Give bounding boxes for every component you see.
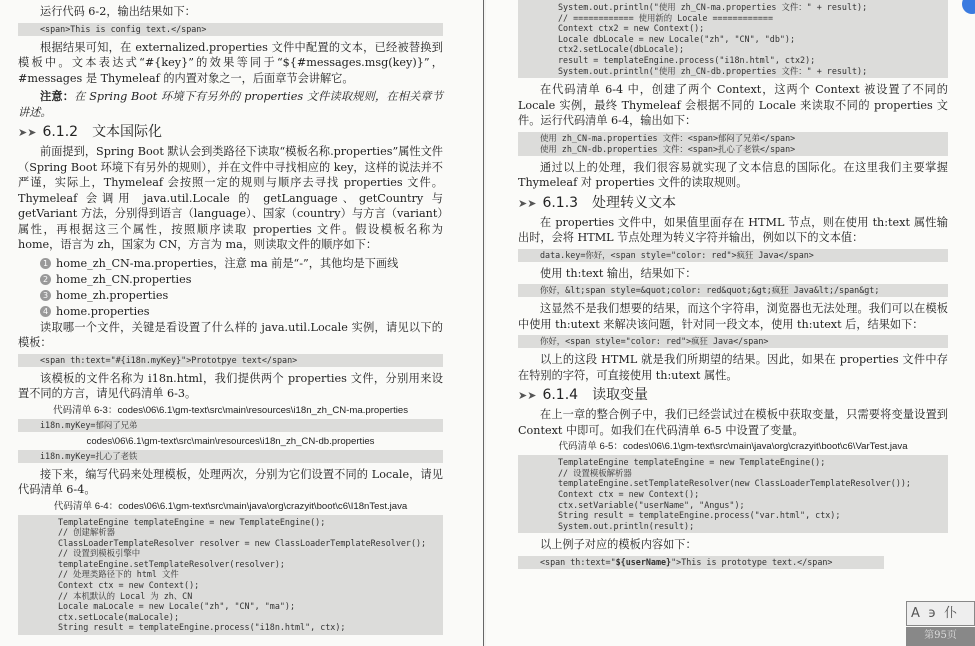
paragraph: 通过以上的处理，我们很容易就实现了文本信息的国际化。在这里我们主要掌握 Thymeleaf 对 properties 文件的读取规则。: [518, 160, 948, 190]
code-block: TemplateEngine templateEngine = new TemplateEngine(); // 创建解析器 ClassLoaderTemplateResolver resolver = new ClassLoaderTemplateResolver(); // 设置到模板引擎中 templateEngine.setTemplateResolver(resolver); // 处理类路径下的 html 文件 Context ctx = new Context(); // 本机默认的 Local 为 zh、CN Locale maLocale = new Locale("zh", "CN", "ma"); ctx.setLocale(maLocale); String result = templateEngine.process("i18n.html", ctx);: [18, 515, 443, 636]
paragraph: 这显然不是我们想要的结果，而这个字符串，浏览器也无法处理。我们可以在模板中使用 th:utext 来解决该问题，针对同一段文本，使用 th:utext 后，结果如下：: [518, 302, 948, 331]
paragraph: 运行代码 6-2，输出结果如下：: [40, 5, 196, 18]
code-block: System.out.println("使用 zh_CN-ma.properties 文件：" + result); // ============ 使用新的 Locale ============ Context ctx2 = new Context(); Locale dbLocale = new Locale("zh", "CN", "db"); ctx2.setLocale(dbLocale); result = templateEngine.process("i18n.html", ctx2); System.out.println("使用 zh_CN-db.properties 文件：" + result);: [518, 0, 948, 78]
note-text: 在 Spring Boot 环境下有另外的 properties 文件读取规则，在相关章节讲述。: [18, 90, 443, 119]
paragraph: 在代码清单 6-4 中，创建了两个 Context，这两个 Context 被设置了不同的 Locale 实例，最终 Thymeleaf 会根据不同的 Locale 来读取不同的 properties 文件。运行代码清单 6-4，输出如下：: [518, 83, 948, 128]
code-snippet: i18n.myKey=郁闷了兄弟: [18, 419, 443, 432]
code-block: TemplateEngine templateEngine = new TemplateEngine(); // 设置模板解析器 templateEngine.setTemplateResolver(new ClassLoaderTemplateResolver()); Context ctx = new Context(); ctx.setVariable("userName", "Angus"); String result = templateEngine.process("var.html", ctx); System.out.println(result);: [518, 455, 948, 533]
right-page: [486, 0, 975, 646]
code-snippet: <span th:text="${userName}">This is prototype text.</span>: [518, 556, 884, 569]
section-heading-6-1-2: ➤➤ 6.1.2 文本国际化: [18, 124, 163, 140]
paragraph: 以上的这段 HTML 就是我们所期望的结果。因此，如果在 properties 文件中存在特别的字符，可直接使用 th:utext 属性。: [518, 353, 948, 382]
paragraph: 根据结果可知，在 externalized.properties 文件中配置的文本，已经被替换到模板中。文本表达式“#{key}”的效果等同于“${#messages.msg(key)}”，#messages 是 Thymeleaf 的内置对象之一，后面章节会讲解它。: [18, 40, 443, 85]
list-item: 1 home_zh_CN-ma.properties，注意 ma 前是“-”，其他均是下画线: [18, 256, 443, 272]
double-chevron-icon: ➤➤: [518, 196, 537, 210]
code-snippet: i18n.myKey=扎心了老铁: [18, 450, 443, 463]
code-caption: 代码清单 6-4：codes\06\6.1\gm-text\src\main\java\org\crazyit\boot\c6\I18nTest.java: [53, 500, 408, 512]
list-item: 2 home_zh_CN.properties: [18, 272, 443, 288]
list-item: 3 home_zh.properties: [18, 288, 443, 304]
code-caption: 代码清单 6-3：codes\06\6.1\gm-text\src\main\resources\i18n_zh_CN-ma.properties: [52, 404, 409, 416]
double-chevron-icon: ➤➤: [18, 126, 37, 139]
paragraph: 读取哪一个文件，关键是看设置了什么样的 java.util.Locale 实例，请见以下的模板：: [18, 320, 443, 349]
paragraph: 前面提到，Spring Boot 默认会到类路径下读取“模板名称.properties”属性文件（Spring Boot 环境下有另外的规则），并在文件中寻找相应的 key，这样的说法并不严谨，实际上，Thymeleaf 会按照一定的规则与顺序去寻找 properties 文件。Thymeleaf 会调用 java.util.Locale 的 getLanguage、getCountry 与 getVariant 方法，分别得到语言（language）、国家（country）与方言（variant）属性，再根据这三个属性，按照顺序读取 properties 文件。假设模板名称为 home，语言为 zh，国家为 CN，方言为 ma，则读取文件的顺序如下：: [18, 145, 443, 251]
paragraph: 以上例子对应的模板内容如下：: [540, 538, 697, 552]
page-stamp: [906, 598, 975, 646]
stamp-letters: A ϶ 仆: [906, 601, 975, 626]
code-snippet: 你好，<span style="color: red">疯狂 Java</span>: [518, 335, 948, 348]
paragraph: 在 properties 文件中，如果值里面存在 HTML 节点，则在使用 th:text 属性输出时，会将 HTML 节点处理为转义字符并输出，例如以下的文本值：: [518, 215, 948, 245]
code-caption: 代码清单 6-5：codes\06\6.1\gm-text\src\main\java\org\crazyit\boot\c6\VarTest.java: [558, 441, 908, 453]
section-heading-6-1-4: ➤➤ 6.1.4 读取变量: [518, 387, 649, 404]
code-snippet: 你好，&lt;span style=&quot;color: red&quot;&gt;疯狂 Java&lt;/span&gt;: [518, 284, 948, 297]
list-item: 4 home.properties: [18, 304, 443, 320]
note: [18, 89, 443, 120]
code-snippet: <span>This is config text.</span>: [18, 23, 443, 36]
paragraph: 该模板的文件名称为 i18n.html，我们提供两个 properties 文件，分别用来设置不同的方言，请见代码清单 6-3。: [18, 371, 443, 400]
code-snippet: <span th:text="#{i18n.myKey}">Prototpye text</span>: [18, 354, 443, 367]
left-page: [0, 0, 484, 646]
page-number-label: 第95页: [906, 627, 975, 646]
code-caption: codes\06\6.1\gm-text\src\main\resources\i18n_zh_CN-db.properties: [86, 435, 375, 447]
double-chevron-icon: ➤➤: [518, 389, 537, 403]
section-heading-6-1-3: ➤➤ 6.1.3 处理转义文本: [518, 194, 677, 211]
paragraph: 使用 th:text 输出，结果如下：: [540, 266, 697, 280]
note-label: 注意：: [40, 89, 75, 103]
code-snippet: 使用 zh_CN-ma.properties 文件：<span>郁闷了兄弟</span> 使用 zh_CN-db.properties 文件：<span>扎心了老铁</span>: [518, 132, 948, 156]
paragraph: 在上一章的整合例子中，我们已经尝试过在模板中获取变量，只需要将变量设置到 Context 中即可。如我们在代码清单 6-5 中设置了变量。: [518, 408, 948, 437]
paragraph: 接下来，编写代码来处理模板，处理两次，分别为它们设置不同的 Locale，请见代码清单 6-4。: [18, 467, 443, 496]
code-snippet: data.key=你好，<span style="color: red">疯狂 Java</span>: [518, 249, 948, 262]
